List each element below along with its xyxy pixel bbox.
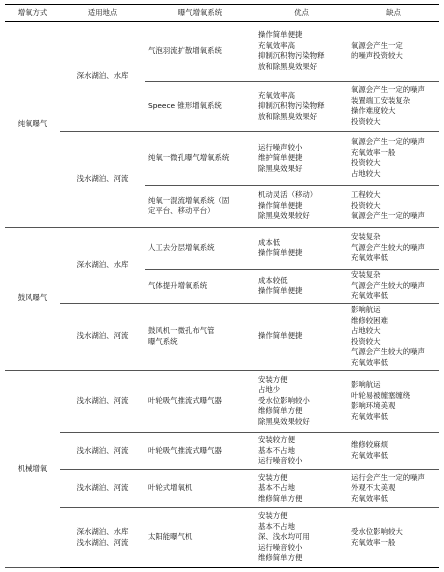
- cons-cell: [348, 432, 439, 470]
- table-row: [5, 470, 439, 508]
- pros-line: 机动灵活（移动）: [258, 190, 318, 200]
- cons-cell: [348, 269, 439, 303]
- system-cell: [145, 370, 255, 432]
- cons-line: 占地较大: [351, 326, 381, 336]
- pros-line: 占地少: [258, 385, 281, 395]
- pros-line: 维修简单方便: [258, 493, 303, 503]
- pros-line: 除黑臭效果较好: [258, 416, 310, 426]
- system-line: 纯氧一微孔曝气增氧系统: [148, 153, 230, 163]
- cons-line: 气源会产生较大的噪声: [351, 242, 425, 252]
- header-site: 适用地点: [60, 5, 145, 22]
- method-cell: 机械增氧: [5, 370, 60, 567]
- cons-line: 维修较困难: [351, 315, 388, 325]
- site-line: 浅水湖泊、河流: [76, 537, 129, 547]
- cons-line: 投资较大: [351, 116, 381, 126]
- pros-cell: [255, 81, 348, 131]
- system-line: 人工去分层增氧系统: [148, 242, 215, 252]
- system-cell: [145, 269, 255, 303]
- pros-cell: [255, 22, 348, 82]
- table-row: [5, 370, 439, 432]
- pros-line: 除黑臭效果较好: [258, 211, 310, 221]
- pros-line: 基本不占地: [258, 521, 295, 531]
- pros-line: 安装方便: [258, 511, 288, 521]
- system-cell: [145, 508, 255, 568]
- cons-line: 安装复杂: [351, 232, 381, 242]
- pros-line: 成本低: [258, 237, 281, 247]
- pros-line: 基本不占地: [258, 483, 295, 493]
- pros-line: 基本不占地: [258, 445, 295, 455]
- cons-cell: [348, 303, 439, 370]
- system-cell: [145, 303, 255, 370]
- cons-line: 装置端工安装复杂: [351, 95, 411, 105]
- cons-line: 充氧效率一般: [351, 147, 396, 157]
- method-cell: 纯氧曝气: [5, 22, 60, 228]
- cons-cell: [348, 22, 439, 82]
- cons-line: 充氧效率一般: [351, 537, 396, 547]
- pros-cell: [255, 432, 348, 470]
- header-cons: 缺点: [348, 5, 439, 22]
- cons-line: 维修较麻烦: [351, 440, 388, 450]
- pros-cell: [255, 370, 348, 432]
- table-row: [5, 508, 439, 568]
- cons-line: 影响航运: [351, 380, 381, 390]
- cons-line: 投资较大: [351, 158, 381, 168]
- system-line: Speece 锥形增氧系统: [148, 101, 222, 111]
- cons-line: 影响航运: [351, 305, 381, 315]
- cons-cell: [348, 132, 439, 185]
- system-cell: [145, 432, 255, 470]
- cons-cell: [348, 81, 439, 131]
- site-cell: 浅水湖泊、河流: [60, 470, 145, 508]
- pros-cell: [255, 185, 348, 227]
- pros-line: 操作简单便捷: [258, 331, 303, 341]
- cons-line: 投资较大: [351, 200, 381, 210]
- cons-line: 安装复杂: [351, 270, 381, 280]
- pros-line: 操作简单便捷: [258, 248, 303, 258]
- cons-line: 占地较大: [351, 168, 381, 178]
- pros-line: 操作简单便捷: [258, 286, 303, 296]
- cons-line: 工程较大: [351, 190, 381, 200]
- header-system: 曝气增氧系统: [145, 5, 255, 22]
- system-cell: [145, 185, 255, 227]
- table-row: [5, 432, 439, 470]
- pros-line: 运行噪音较小: [258, 542, 303, 552]
- site-cell: [60, 508, 145, 568]
- table-row: [5, 227, 439, 269]
- pros-line: 维修简单方便: [258, 553, 303, 563]
- site-cell: 浅水湖泊、河流: [60, 370, 145, 432]
- system-line: 太阳能曝气机: [148, 532, 193, 542]
- pros-cell: [255, 508, 348, 568]
- system-line: 叶轮吸气推流式曝气器: [148, 445, 222, 455]
- site-cell: 浅水湖泊、河流: [60, 132, 145, 227]
- header-method: 增氧方式: [5, 5, 60, 22]
- cons-line: 受水位影响较大: [351, 527, 403, 537]
- cons-line: 叶轮易被缠塞缠绕: [351, 390, 411, 400]
- cons-line: 充氧效率低: [351, 450, 388, 460]
- pros-line: 操作简单便捷: [258, 200, 303, 210]
- pros-cell: [255, 303, 348, 370]
- system-cell: [145, 22, 255, 82]
- site-cell: 浅水湖泊、河流: [60, 303, 145, 370]
- pros-line: 维护简单便捷: [258, 153, 303, 163]
- pros-line: 抑制沉积物污染物释: [258, 51, 325, 61]
- pros-line: 维修简单方便: [258, 406, 303, 416]
- cons-line: 运行会产生一定的噪声: [351, 472, 425, 482]
- cons-cell: [348, 470, 439, 508]
- cons-line: 外观不太美观: [351, 483, 396, 493]
- cons-cell: [348, 227, 439, 269]
- system-cell: [145, 81, 255, 131]
- pros-line: 受水位影响较小: [258, 395, 310, 405]
- system-cell: [145, 227, 255, 269]
- table-row: [5, 132, 439, 185]
- system-cell: [145, 132, 255, 185]
- system-line: 气体提升增氧系统: [148, 280, 208, 290]
- cons-line: 气源会产生较大的噪声: [351, 347, 425, 357]
- pros-line: 安装较方便: [258, 435, 295, 445]
- pros-line: 抑制沉积物污染物释: [258, 101, 325, 111]
- site-cell: 浅水湖泊、河流: [60, 432, 145, 470]
- pros-line: 成本较低: [258, 275, 288, 285]
- cons-cell: [348, 370, 439, 432]
- table-row: [5, 303, 439, 370]
- cons-line: 充氧效率低: [351, 411, 388, 421]
- cons-line: 氧源会产生一定的噪声: [351, 137, 425, 147]
- pros-line: 安装方便: [258, 472, 288, 482]
- cons-line: 的噪声投资较大: [351, 51, 403, 61]
- pros-line: 放和除黑臭效果好: [258, 61, 318, 71]
- pros-line: 放和除黑臭效果好: [258, 111, 318, 121]
- pros-line: 除黑臭效果好: [258, 163, 303, 173]
- method-cell: 鼓风曝气: [5, 227, 60, 370]
- pros-line: 运行噪声较小: [258, 142, 303, 152]
- header-pros: 优点: [255, 5, 348, 22]
- cons-line: 氧源会产生一定的噪声: [351, 211, 425, 221]
- cons-line: 充氧效率低: [351, 493, 388, 503]
- cons-line: 影响环境美观: [351, 401, 396, 411]
- cons-line: 投资较大: [351, 336, 381, 346]
- cons-cell: [348, 508, 439, 568]
- system-line: 气泡羽流扩散增氧系统: [148, 46, 222, 56]
- table-row: [5, 22, 439, 82]
- pros-cell: [255, 227, 348, 269]
- system-line: 曝气系统: [148, 336, 178, 346]
- system-cell: [145, 470, 255, 508]
- aeration-methods-table: [5, 4, 439, 568]
- cons-cell: [348, 185, 439, 227]
- system-line: 叶轮式增氧机: [148, 483, 193, 493]
- system-line: 纯氧一混流增氧系统（固: [148, 195, 230, 205]
- cons-line: 操作难度较大: [351, 106, 396, 116]
- cons-line: 充氧效率低: [351, 291, 388, 301]
- table-body: [5, 22, 439, 568]
- site-line: 深水湖泊、水库: [76, 527, 129, 537]
- pros-cell: [255, 269, 348, 303]
- pros-line: 深、浅水均可用: [258, 532, 310, 542]
- pros-cell: [255, 470, 348, 508]
- system-line: 叶轮吸气推流式曝气器: [148, 395, 222, 405]
- cons-line: 充氧效率低: [351, 357, 388, 367]
- system-line: 定平台、移动平台）: [148, 206, 215, 216]
- cons-line: 充氧效率低: [351, 253, 388, 263]
- pros-line: 运行噪音较小: [258, 456, 303, 466]
- cons-line: 氧源会产生一定: [351, 40, 403, 50]
- system-line: 鼓风机一微孔布气管: [148, 326, 215, 336]
- cons-line: 气源会产生较大的噪声: [351, 280, 425, 290]
- pros-line: 充氧效率高: [258, 40, 295, 50]
- pros-line: 操作简单便捷: [258, 30, 303, 40]
- site-cell: 深水湖泊、水库: [60, 22, 145, 132]
- pros-line: 安装方便: [258, 374, 288, 384]
- table-header-row: [5, 5, 439, 22]
- site-cell: 深水湖泊、水库: [60, 227, 145, 303]
- pros-line: 充氧效率高: [258, 90, 295, 100]
- cons-line: 氧源会产生一定的噪声: [351, 85, 425, 95]
- pros-cell: [255, 132, 348, 185]
